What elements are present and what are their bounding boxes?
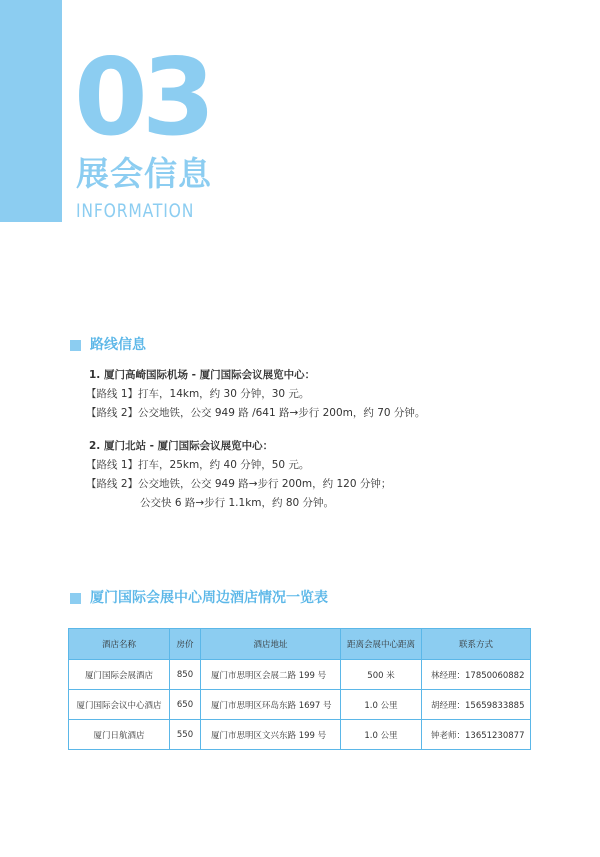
hotel-contact: 钟老师：13651230877 bbox=[422, 720, 531, 750]
routes-heading bbox=[70, 336, 146, 354]
chapter-title-en: INFORMATION bbox=[76, 200, 195, 222]
left-accent-bar bbox=[0, 0, 62, 222]
column-header-price: 房价 bbox=[170, 629, 201, 660]
route-group-title: 2. 厦门北站 - 厦门国际会议展览中心： bbox=[89, 440, 274, 452]
hotels-heading-text: 厦门国际会展中心周边酒店情况一览表 bbox=[90, 590, 328, 606]
hotel-name: 厦门国际会议中心酒店 bbox=[69, 690, 170, 720]
hotel-distance: 1.0 公里 bbox=[341, 690, 422, 720]
route-line: 【路线 2】公交地铁，公交 949 路 /641 路→步行 200m，约 70 分钟。 bbox=[86, 407, 426, 419]
table-row bbox=[69, 660, 531, 690]
route-line: 【路线 1】打车，14km，约 30 分钟，30 元。 bbox=[86, 388, 310, 400]
hotel-price: 550 bbox=[170, 720, 201, 750]
table-header-row bbox=[69, 629, 531, 660]
route-line-continuation: 公交快 6 路→步行 1.1km，约 80 分钟。 bbox=[140, 497, 335, 509]
hotel-contact: 林经理：17850060882 bbox=[422, 660, 531, 690]
hotel-distance: 500 米 bbox=[341, 660, 422, 690]
table-row bbox=[69, 690, 531, 720]
chapter-title-cn: 展会信息 bbox=[76, 154, 212, 193]
hotel-contact: 胡经理：15659833885 bbox=[422, 690, 531, 720]
hotel-price: 650 bbox=[170, 690, 201, 720]
routes-heading-text: 路线信息 bbox=[90, 337, 146, 353]
hotel-name: 厦门国际会展酒店 bbox=[69, 660, 170, 690]
route-group-2 bbox=[86, 437, 391, 513]
route-group-1 bbox=[86, 366, 425, 423]
hotel-address: 厦门市思明区文兴东路 199 号 bbox=[201, 720, 341, 750]
column-header-contact: 联系方式 bbox=[422, 629, 531, 660]
chapter-number: 03 bbox=[74, 36, 210, 159]
route-group-title: 1. 厦门高崎国际机场 - 厦门国际会议展览中心： bbox=[89, 369, 316, 381]
hotel-price: 850 bbox=[170, 660, 201, 690]
hotel-address: 厦门市思明区会展二路 199 号 bbox=[201, 660, 341, 690]
hotel-distance: 1.0 公里 bbox=[341, 720, 422, 750]
hotel-table bbox=[68, 628, 531, 750]
column-header-address: 酒店地址 bbox=[201, 629, 341, 660]
hotel-name: 厦门日航酒店 bbox=[69, 720, 170, 750]
hotel-address: 厦门市思明区环岛东路 1697 号 bbox=[201, 690, 341, 720]
hotels-heading bbox=[70, 589, 328, 607]
section-square-icon bbox=[70, 340, 81, 351]
table-row bbox=[69, 720, 531, 750]
route-line: 【路线 1】打车，25km，约 40 分钟，50 元。 bbox=[86, 459, 310, 471]
column-header-distance: 距离会展中心距离 bbox=[341, 629, 422, 660]
section-square-icon bbox=[70, 593, 81, 604]
column-header-name: 酒店名称 bbox=[69, 629, 170, 660]
route-line: 【路线 2】公交地铁，公交 949 路→步行 200m，约 120 分钟； bbox=[86, 478, 392, 490]
